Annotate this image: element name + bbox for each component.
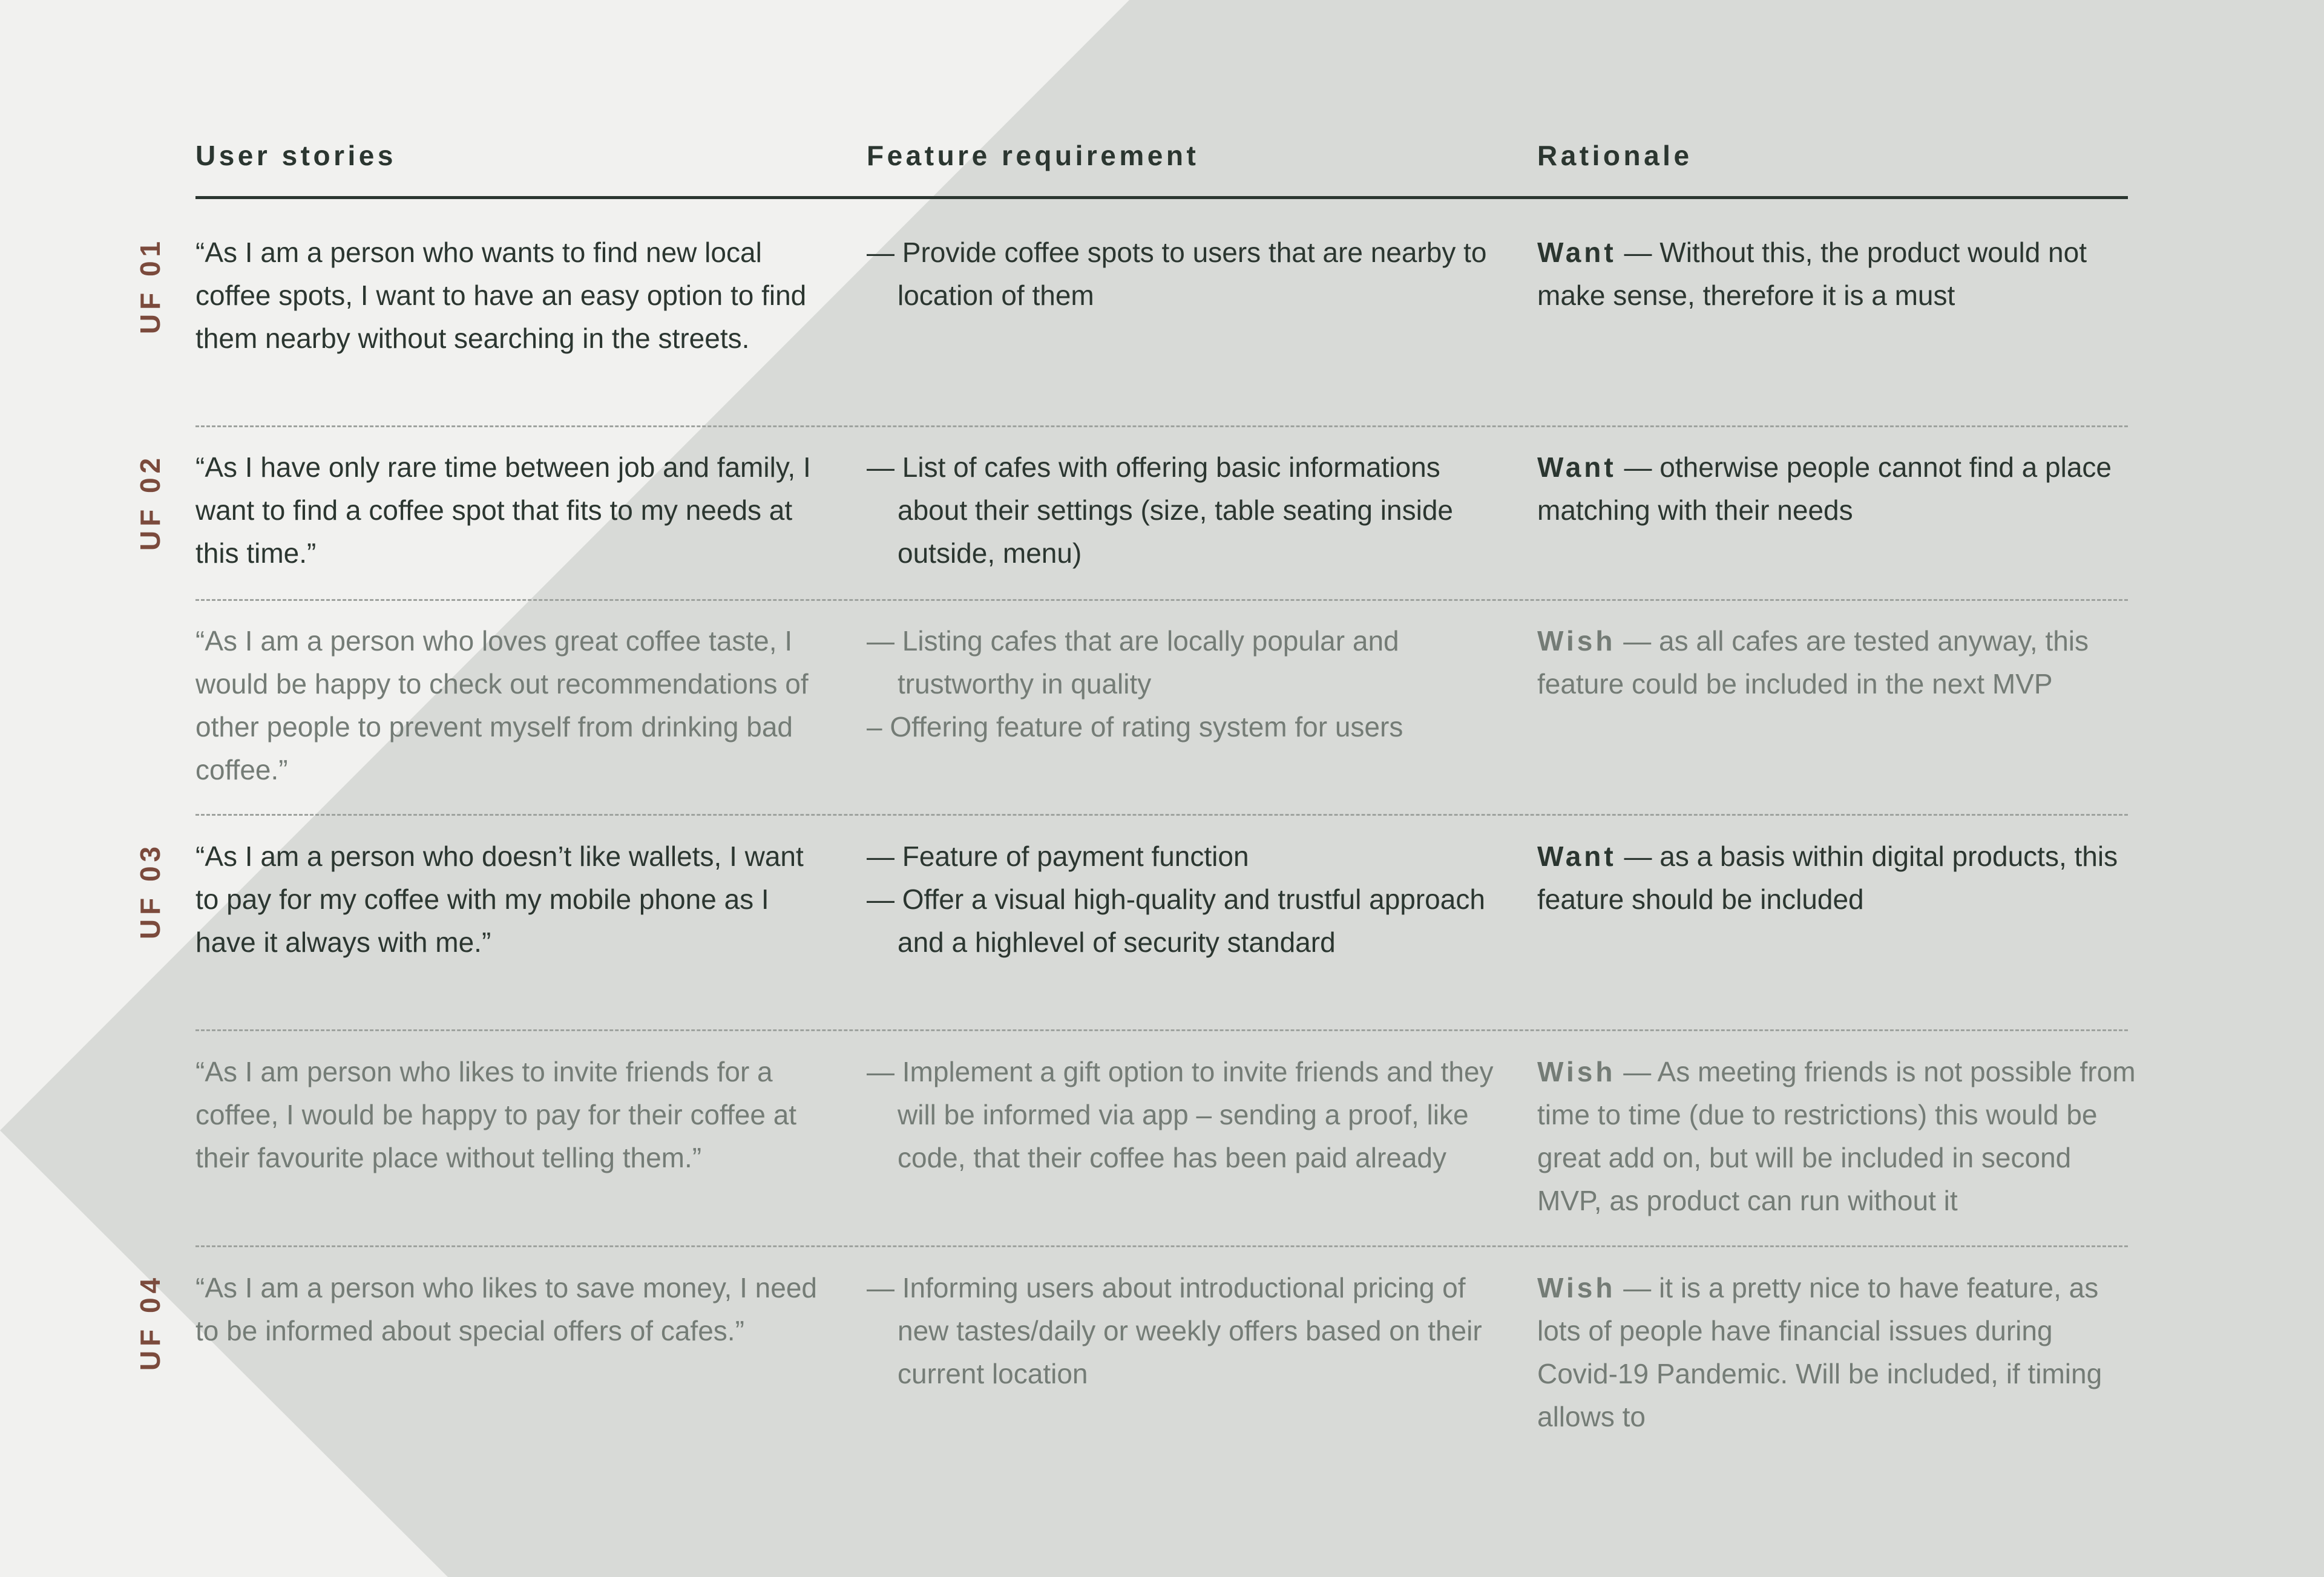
header-rationale: Rationale [1537, 140, 1693, 171]
rationale-text: — it is a pretty nice to have feature, as lots of people have financial issues during Covid-19 Pandemic. Will be included, if timing allows to [1537, 1272, 2102, 1432]
priority-tag: Wish [1537, 1056, 1616, 1087]
requirement-item: — Offer a visual high-quality and trustful approach and a highlevel of security standard [867, 884, 1485, 958]
user-story: “As I am a person who loves great coffee taste, I would be happy to check out recommendations of other people to prevent myself from drinking bad coffee.” [195, 625, 809, 785]
rationale [1537, 1051, 2136, 1222]
group-label-uf-04: UF 04 [134, 1273, 166, 1371]
requirement-item: — Listing cafes that are locally popular and trustworthy in quality [867, 625, 1399, 700]
requirement-item: — Informing users about introductional pricing of new tastes/daily or weekly offers based on their current location [867, 1272, 1482, 1389]
requirement-item: — Feature of payment function [867, 841, 1249, 872]
group-label-uf-02: UF 02 [134, 453, 166, 551]
priority-tag: Want [1537, 237, 1617, 268]
rationale-text: — as all cafes are tested anyway, this feature could be included in the next MVP [1537, 625, 2089, 700]
header-rule [195, 196, 2128, 199]
row-divider [195, 1029, 2128, 1031]
rationale [1537, 1267, 2136, 1438]
feature-requirement [867, 446, 1496, 575]
header-user-stories: User stories [195, 140, 396, 171]
user-story: “As I am person who likes to invite friends for a coffee, I would be happy to pay for their coffee at their favourite place without telling them.” [195, 1056, 797, 1173]
rationale-text: — as a basis within digital products, this feature should be included [1537, 841, 2118, 915]
user-story: “As I am a person who likes to save money, I need to be informed about special offers of cafes.” [195, 1272, 817, 1346]
row-divider [195, 814, 2128, 816]
header-feature-requirement: Feature requirement [867, 140, 1200, 171]
priority-tag: Wish [1537, 625, 1616, 657]
rationale-text: — As meeting friends is not possible from time to time (due to restrictions) this would be great add on, but will be included in second MVP, as product can run without it [1537, 1056, 2136, 1216]
group-label-uf-01: UF 01 [134, 237, 166, 335]
requirement-item: — Implement a gift option to invite friends and they will be informed via app – sending a proof, like code, that their coffee has been paid already [867, 1056, 1494, 1173]
feature-requirement [867, 835, 1496, 964]
requirement-item: — Provide coffee spots to users that are nearby to location of them [867, 237, 1487, 311]
rationale [1537, 231, 2136, 317]
rationale [1537, 835, 2136, 921]
row-divider [195, 599, 2128, 601]
user-story: “As I am a person who doesn’t like wallets, I want to pay for my coffee with my mobile phone as I have it always with me.” [195, 841, 804, 958]
user-story: “As I have only rare time between job and family, I want to find a coffee spot that fits to my needs at this time.” [195, 451, 811, 569]
requirement-item: — List of cafes with offering basic informations about their settings (size, table seating inside outside, menu) [867, 451, 1453, 569]
row-divider [195, 1245, 2128, 1247]
user-story: “As I am a person who wants to find new local coffee spots, I want to have an easy option to find them nearby without searching in the streets. [195, 237, 807, 354]
requirement-item: – Offering feature of rating system for users [867, 711, 1403, 743]
priority-tag: Want [1537, 451, 1617, 483]
feature-requirement [867, 1267, 1496, 1395]
rationale [1537, 620, 2136, 706]
feature-requirement [867, 231, 1496, 317]
rationale-text: — Without this, the product would not make sense, therefore it is a must [1537, 237, 2087, 311]
row-divider [195, 425, 2128, 427]
rationale-text: — otherwise people cannot find a place matching with their needs [1537, 451, 2112, 526]
group-label-uf-03: UF 03 [134, 842, 166, 940]
priority-tag: Want [1537, 841, 1617, 872]
priority-tag: Wish [1537, 1272, 1616, 1303]
feature-requirement [867, 1051, 1496, 1179]
rationale [1537, 446, 2136, 532]
feature-requirement [867, 620, 1496, 749]
